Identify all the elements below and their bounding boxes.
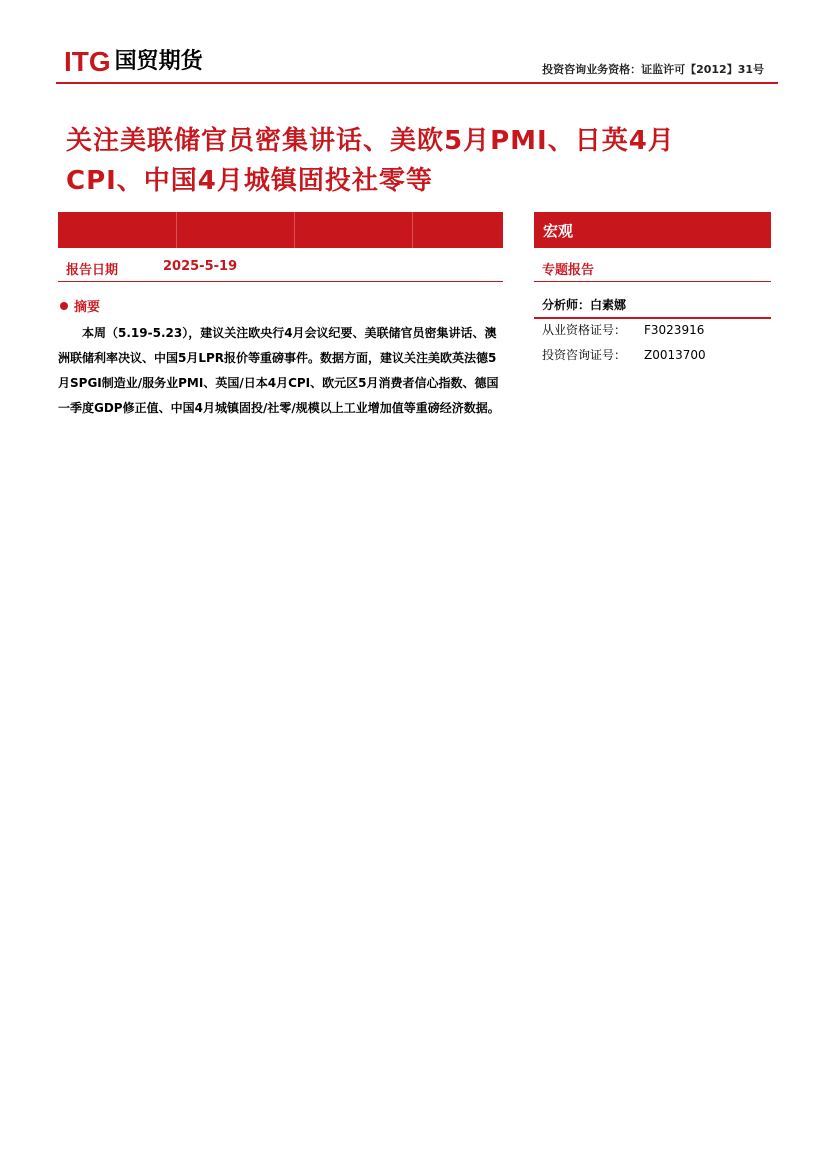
summary-paragraph: 本周（5.19-5.23），建议关注欧央行4月会议纪要、美联储官员密集讲话、澳洲联储利率决议、中国5月LPR报价等重磅事件。数据方面，建议关注美欧英法德5月SPGI制造业/服务业PMI、英国/日本4月CPI、欧元区5月消费者信心指数、德国一季度GDP修正值、中国4月城镇固投/社零/规模以上工业增加值等重磅经济数据。 [58,326,500,415]
analyst-name: 分析师：白素娜 [542,298,627,312]
header-divider [56,82,778,84]
analyst-divider [534,317,771,319]
report-title: 关注美联储官员密集讲话、美欧5月PMI、日英4月CPI、中国4月城镇固投社零等 [66,126,675,196]
cert-value: Z0013700 [644,348,706,362]
license-text: 投资咨询业务资格：证监许可【2012】31号 [542,63,764,76]
title-band [58,212,503,248]
band-divider [294,212,295,248]
report-date-label: 报告日期 [66,263,119,278]
consulting-cert [542,346,706,363]
summary-body [58,321,504,421]
summary-heading-text: 摘要 [74,300,101,315]
qualification-cert [542,321,704,338]
logo-company-name: 国贸期货 [114,49,203,74]
report-type: 专题报告 [542,263,595,278]
category-band [534,212,771,248]
band-divider [412,212,413,248]
category-label: 宏观 [543,222,574,240]
company-logo [64,46,203,78]
report-type-divider [534,281,771,282]
logo-itg-text: ITG [64,46,111,77]
bullet-dot-icon [60,302,68,310]
cert-label: 投资咨询证号： [542,348,627,362]
date-divider [58,281,503,282]
cert-value: F3023916 [644,323,705,337]
report-date-value: 2025-5-19 [163,259,238,274]
summary-heading [60,296,100,315]
band-divider [176,212,177,248]
cert-label: 从业资格证号： [542,323,627,337]
